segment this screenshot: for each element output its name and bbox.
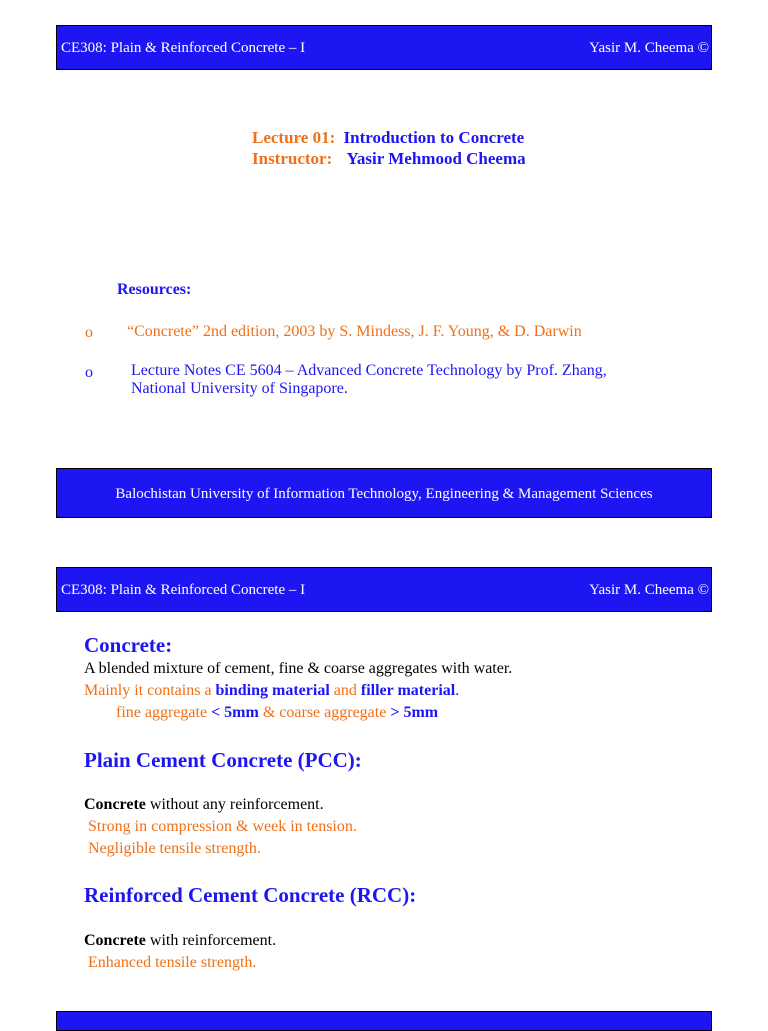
pcc-point-2: Negligible tensile strength. [88, 840, 261, 857]
period: . [455, 682, 460, 699]
resource-item-2-line2: National University of Singapore. [131, 380, 348, 397]
pcc-heading: Plain Cement Concrete (PCC): [84, 748, 362, 772]
fine-aggregate: fine aggregate [116, 704, 212, 721]
concrete-heading: Concrete: [84, 633, 173, 657]
lecture-title: Introduction to Concrete [343, 128, 525, 147]
slide3-header-bar [56, 1011, 712, 1031]
concrete-contents [84, 682, 459, 700]
contents-prefix: Mainly it contains a [84, 682, 216, 699]
concrete-definition: A blended mixture of cement, fine & coarse aggregates with water. [84, 660, 513, 677]
instructor-label: Instructor: [252, 149, 333, 168]
bullet-marker: o [85, 364, 93, 381]
rcc-heading: Reinforced Cement Concrete (RCC): [84, 883, 417, 907]
course-title: CE308: Plain & Reinforced Concrete – I [61, 582, 306, 598]
author-copyright: Yasir M. Cheema © [589, 40, 709, 56]
instructor-line [252, 149, 526, 169]
aggregate-sizes [116, 704, 438, 722]
author-copyright: Yasir M. Cheema © [589, 582, 709, 598]
filler-material: filler material [360, 682, 456, 699]
rcc-point-1: Enhanced tensile strength. [88, 954, 257, 971]
slide2-header-bar [56, 567, 712, 612]
instructor-name: Yasir Mehmood Cheema [346, 149, 526, 168]
coarse-size: > 5mm [390, 704, 439, 721]
slide1-footer-bar [56, 468, 712, 518]
resource-item-2-line1: Lecture Notes CE 5604 – Advanced Concrete Technology by Prof. Zhang, [131, 362, 607, 379]
pcc-def-text: without any reinforcement. [145, 796, 324, 813]
resource-item-2 [131, 362, 607, 398]
resource-item-1: “Concrete” 2nd edition, 2003 by S. Mindess, J. F. Young, & D. Darwin [127, 323, 582, 340]
fine-size: < 5mm [211, 704, 259, 721]
university-name: Balochistan University of Information Technology, Engineering & Management Sciences [115, 486, 653, 502]
pcc-definition [84, 796, 324, 814]
and-text: and [329, 682, 361, 699]
concrete-word: Concrete [84, 796, 146, 813]
lecture-line [252, 128, 524, 148]
bullet-marker: o [85, 324, 93, 341]
lecture-label: Lecture 01: [252, 128, 336, 147]
slide1-header-bar [56, 25, 712, 70]
course-title: CE308: Plain & Reinforced Concrete – I [61, 40, 306, 56]
rcc-definition [84, 932, 276, 950]
concrete-word: Concrete [84, 932, 146, 949]
binding-material: binding material [215, 682, 330, 699]
coarse-aggregate: & coarse aggregate [258, 704, 391, 721]
rcc-def-text: with reinforcement. [145, 932, 277, 949]
pcc-point-1: Strong in compression & week in tension. [88, 818, 357, 835]
resources-heading: Resources: [117, 281, 192, 298]
